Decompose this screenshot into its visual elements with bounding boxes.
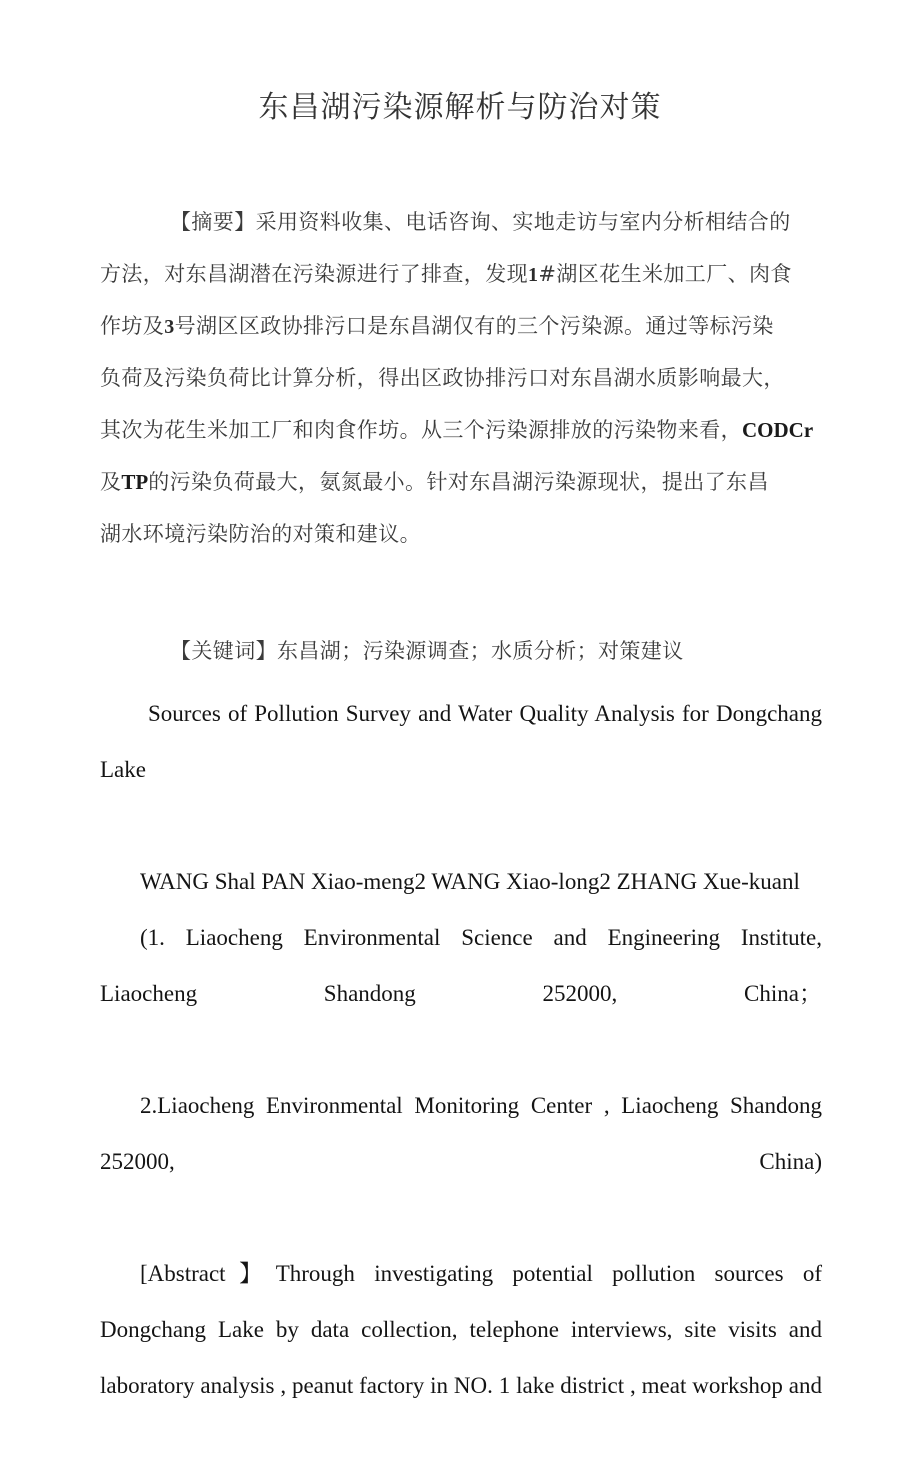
chinese-abstract-line-5-text: 其次为花生米加工厂和肉食作坊。从三个污染源排放的污染物来看， bbox=[100, 418, 742, 442]
lake-district-number-1: 1 bbox=[528, 264, 539, 286]
english-abstract bbox=[100, 1246, 822, 1470]
chinese-abstract-line-2-text-b: #湖区花生米加工厂、肉食 bbox=[538, 262, 792, 286]
affiliation-1: (1. Liaocheng Environmental Science and Engineering Institute, Liaocheng Shandong 252000, China； bbox=[100, 925, 822, 1006]
chinese-abstract-line-6-text-a: 及 bbox=[100, 470, 122, 494]
chinese-abstract-line bbox=[100, 456, 822, 508]
chinese-abstract-line bbox=[100, 248, 822, 300]
author-list: WANG Shal PAN Xiao-meng2 WANG Xiao-long2 ZHANG Xue-kuanl bbox=[140, 869, 800, 894]
page-title: 东昌湖污染源解析与防治对策 bbox=[258, 90, 662, 125]
english-section bbox=[100, 686, 822, 1470]
chinese-abstract-line-6-text-b: 的污染负荷最大，氨氮最小。针对东昌湖污染源现状，提出了东昌 bbox=[148, 470, 769, 494]
chinese-abstract-line bbox=[100, 508, 822, 560]
chinese-abstract-line bbox=[100, 196, 822, 248]
chinese-abstract-line bbox=[100, 300, 822, 352]
english-abstract-label: [Abstract】 bbox=[140, 1261, 276, 1286]
chinese-abstract-block bbox=[100, 196, 822, 560]
chinese-abstract-line-7-text: 湖水环境污染防治的对策和建议。 bbox=[100, 522, 421, 546]
english-abstract-body: Through investigating potential pollution sources of Dongchang Lake by data collection, telephone interviews, site visits and laboratory analysis , peanut factory in NO. 1 lake district , meat workshop and bbox=[100, 1261, 823, 1398]
pollutant-codcr-label: CODCr bbox=[742, 418, 814, 442]
english-title: Sources of Pollution Survey and Water Quality Analysis for Dongchang Lake bbox=[100, 701, 822, 782]
chinese-abstract-line bbox=[100, 404, 822, 456]
chinese-keywords: 【关键词】东昌湖；污染源调查；水质分析；对策建议 bbox=[170, 639, 684, 663]
chinese-abstract-line-4-text: 负荷及污染负荷比计算分析，得出区政协排污口对东昌湖水质影响最大， bbox=[100, 366, 785, 390]
pollutant-tp-label: TP bbox=[121, 470, 149, 494]
chinese-abstract-line bbox=[100, 352, 822, 404]
affiliation-2: 2.Liaocheng Environmental Monitoring Center , Liaocheng Shandong 252000, China) bbox=[100, 1093, 822, 1174]
chinese-abstract-line-3-text-a: 作坊及 bbox=[100, 314, 165, 338]
chinese-abstract-line-1-text: 【摘要】采用资料收集、电话咨询、实地走访与室内分析相结合的 bbox=[170, 210, 791, 234]
chinese-abstract-line-2-text-a: 方法，对东昌湖潜在污染源进行了排查，发现 bbox=[100, 262, 528, 286]
lake-district-number-3: 3 bbox=[164, 316, 175, 338]
chinese-abstract-line-3-text-b: 号湖区区政协排污口是东昌湖仅有的三个污染源。通过等标污染 bbox=[174, 314, 774, 338]
